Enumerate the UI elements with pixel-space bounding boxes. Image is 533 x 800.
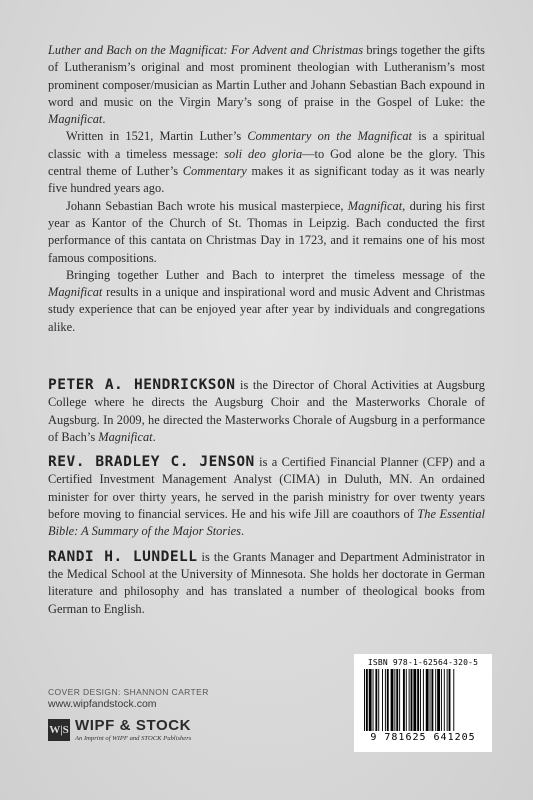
barcode-bar <box>449 669 451 731</box>
bio-text: is a Certified Financial Planner (CFP) and a Certified Investment Management Analyst (CIMA) in Duluth, MN. An ordained minister for over thirty years, he served in the parish ministry for over twenty years before moving to financial services. He and his wife Jill are coauthors of <box>48 455 485 522</box>
barcode-bar <box>447 669 448 731</box>
barcode-bar <box>426 669 429 731</box>
barcode-bar <box>364 669 365 731</box>
barcode-bar <box>437 669 440 731</box>
blurb-paragraph-1 <box>48 42 485 128</box>
blurb-italic: Magnificat <box>48 112 103 127</box>
barcode-bar <box>411 669 413 731</box>
barcode-bar <box>387 669 389 731</box>
author-bios <box>48 377 485 626</box>
barcode-bar <box>435 669 436 731</box>
barcode-bar <box>378 669 379 731</box>
barcode-bar <box>453 669 454 731</box>
blurb-text: brings together the gifts of Lutheranism’s original and most prominent theologian with Lutheranism’s most prominent composer/musician as Martin Luther and Johann Sebastian Bach expound in word and music on the Virgin Mary’s song of praise in the Gospel of Luke: the <box>48 43 485 109</box>
bio-text: is the Director of Choral Activities at Augsburg College where he directs the Augsburg Choir and the Masterworks Chorale of Augsburg. In 2009, he directed the Masterworks Chorale of Augsburg in a performance of Bach’s <box>48 378 485 444</box>
publisher-tagline: An Imprint of WIPF and STOCK Publishers <box>75 735 192 742</box>
barcode-bar <box>423 669 424 731</box>
publisher-website: www.wipfandstock.com <box>48 698 157 710</box>
blurb-paragraph-3 <box>48 198 485 267</box>
author-bio-lundell <box>48 549 485 618</box>
blurb-text: —to God alone be the glory. This central theme of Luther’s <box>48 146 485 179</box>
barcode-bar <box>399 669 400 731</box>
barcode-bar <box>441 669 442 731</box>
barcode-bar <box>369 669 372 731</box>
barcode-bar <box>382 669 383 731</box>
blurb-paragraph-2 <box>48 128 485 197</box>
barcode-digits: 9 781625 641205 <box>370 732 476 743</box>
cover-design-credit: COVER DESIGN: SHANNON CARTER <box>48 687 209 697</box>
barcode-bar <box>373 669 374 731</box>
author-name: REV. BRADLEY C. JENSON <box>48 454 255 471</box>
bio-italic: Magnificat <box>98 429 153 444</box>
barcode-bar <box>366 669 368 731</box>
blurb-text: Written in 1521, Martin Luther’s <box>66 129 248 144</box>
blurb-paragraph-4 <box>48 267 485 336</box>
blurb-text: makes it as significant today as it was nearly five hundred years ago. <box>48 164 485 196</box>
barcode-bar <box>420 669 421 731</box>
barcode-bar <box>406 669 407 731</box>
blurb-text: results in a unique and inspirational word and music Advent and Christmas study experience that can be enjoyed year after year by individuals and congregations alike. <box>48 285 485 334</box>
bio-text: . <box>152 429 156 444</box>
publisher-name: WIPF & STOCK <box>75 717 192 734</box>
barcode-bar <box>417 669 419 731</box>
barcode-icon <box>360 669 486 731</box>
blurb-italic: Magnificat <box>48 285 103 300</box>
author-bio-jenson <box>48 454 485 540</box>
author-name: PETER A. HENDRICKSON <box>48 377 236 393</box>
isbn-label: ISBN 978-1-62564-320-5 <box>367 658 479 667</box>
bio-text: . <box>240 524 245 539</box>
barcode-bar <box>403 669 405 731</box>
barcode-bar <box>430 669 431 731</box>
blurb-text: , during his first year as Kantor of the Church of St. Thomas in Leipzig. Bach conducted the first performance of this cantata on Christmas Day in 1723, and it remains one of his most famous compositions. <box>48 198 485 265</box>
publisher-logo-icon: W|S <box>48 719 70 741</box>
publisher-text <box>75 718 191 742</box>
book-description <box>48 42 485 336</box>
book-title-italic: Luther and Bach on the Magnificat: For Advent and Christmas <box>48 43 364 57</box>
blurb-text: is a spiritual classic with a timeless message: <box>48 129 485 161</box>
blurb-italic: Commentary on the Magnificat <box>247 129 412 144</box>
barcode-bar <box>394 669 395 731</box>
barcode-bar <box>391 669 394 731</box>
blurb-text: Bringing together Luther and Bach to interpret the timeless message of the <box>66 267 485 282</box>
bio-text: is the Grants Manager and Department Administrator in the Medical School at the University of Minnesota. She holds her doctorate in German literature and philosophy and has translated a number of theological books from German to English. <box>48 549 485 616</box>
bio-italic: The Essential Bible: A Summary of the Major Stories <box>48 507 485 539</box>
barcode-bar <box>396 669 398 731</box>
barcode-bar <box>444 669 445 731</box>
author-bio-hendrickson <box>48 377 485 446</box>
blurb-text: Johann Sebastian Bach wrote his musical masterpiece, <box>66 198 348 213</box>
isbn-barcode <box>354 654 492 752</box>
barcode-bar <box>375 669 377 731</box>
credits <box>48 687 268 742</box>
barcode-bar <box>385 669 386 731</box>
blurb-text: . <box>102 112 106 127</box>
barcode-bar <box>409 669 410 731</box>
blurb-italic: soli deo gloria <box>224 146 303 161</box>
blurb-italic: Magnificat <box>347 198 403 213</box>
barcode-bar <box>431 669 433 731</box>
blurb-italic: Commentary <box>182 164 247 179</box>
publisher-imprint <box>48 718 268 742</box>
author-name: RANDI H. LUNDELL <box>48 548 198 565</box>
barcode-bar <box>413 669 416 731</box>
